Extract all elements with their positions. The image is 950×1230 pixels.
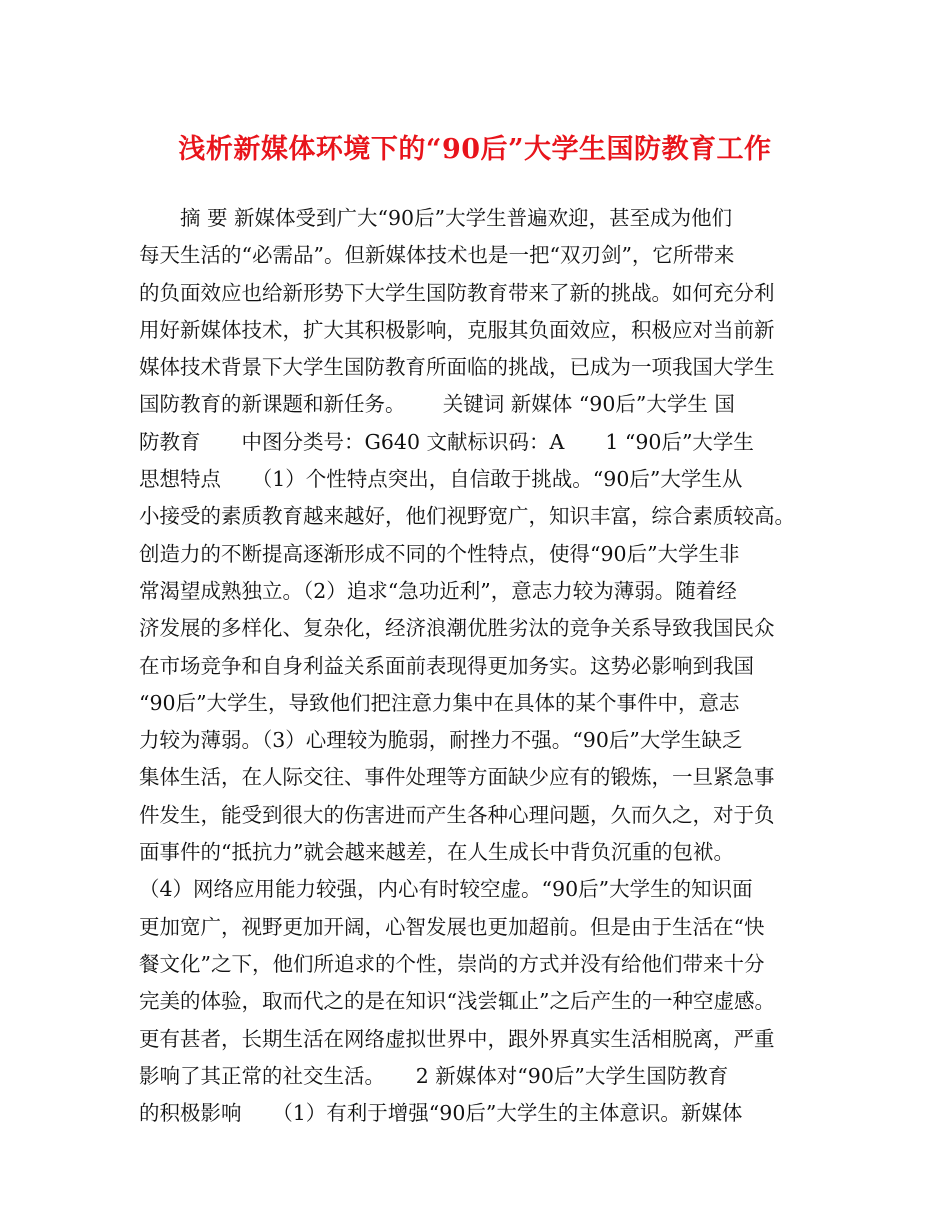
document-title: 浅析新媒体环境下的“90后”大学生国防教育工作 (178, 134, 772, 165)
body-line: 小接受的素质教育越来越好，他们视野宽广，知识丰富，综合素质较高。 (139, 504, 795, 529)
body-line: 摘 要 新媒体受到广大“90后”大学生普遍欢迎，甚至成为他们 (139, 206, 733, 230)
body-line: 思想特点 （1）个性特点突出，自信敢于挑战。“90后”大学生从 (139, 467, 743, 492)
body-line: 餐文化”之下，他们所追求的个性，崇尚的方式并没有给他们带来十分 (139, 951, 765, 976)
body-line: 媒体技术背景下大学生国防教育所面临的挑战，已成为一项我国大学生 (139, 355, 775, 380)
body-line: 影响了其正常的社交生活。 2 新媒体对“90后”大学生国防教育 (139, 1063, 729, 1088)
body-line: 常渴望成熟独立。（2）追求“急功近利”，意志力较为薄弱。随着经 (139, 578, 737, 603)
body-line: 防教育 中图分类号：G640 文献标识码：A 1 “90后”大学生 (139, 429, 754, 454)
body-line: （4）网络应用能力较强，内心有时较空虚。“90后”大学生的知识面 (139, 877, 753, 902)
body-line: 完美的体验，取而代之的是在知识“浅尝辄止”之后产生的一种空虚感。 (139, 989, 775, 1014)
body-line: 创造力的不断提高逐渐形成不同的个性特点，使得“90后”大学生非 (139, 541, 740, 566)
body-line: 力较为薄弱。（3）心理较为脆弱，耐挫力不强。“90后”大学生缺乏 (139, 728, 743, 753)
body-line: 件发生，能受到很大的伤害进而产生各种心理问题，久而久之，对于负 (139, 802, 775, 827)
document-body (139, 200, 824, 1132)
body-line: 国防教育的新课题和新任务。 关键词 新媒体 “90后”大学生 国 (139, 392, 735, 417)
body-line: 的积极影响 （1）有利于增强“90后”大学生的主体意识。新媒体 (139, 1101, 743, 1126)
body-line: 面事件的“抵抗力”就会越来越差，在人生成长中背负沉重的包袱。 (139, 840, 734, 865)
body-line: 更有甚者，长期生活在网络虚拟世界中，跟外界真实生活相脱离，严重 (139, 1026, 775, 1051)
body-line: “90后”大学生，导致他们把注意力集中在具体的某个事件中，意志 (139, 690, 740, 715)
body-line: 在市场竞争和自身利益关系面前表现得更加务实。这势必影响到我国 (139, 653, 754, 678)
body-line: 济发展的多样化、复杂化，经济浪潮优胜劣汰的竞争关系导致我国民众 (139, 616, 775, 641)
body-line: 用好新媒体技术，扩大其积极影响，克服其负面效应，积极应对当前新 (139, 317, 775, 342)
body-line: 的负面效应也给新形势下大学生国防教育带来了新的挑战。如何充分利 (139, 280, 775, 305)
body-line: 集体生活，在人际交往、事件处理等方面缺少应有的锻炼，一旦紧急事 (139, 765, 775, 790)
body-line: 更加宽广，视野更加开阔，心智发展也更加超前。但是由于生活在“快 (139, 914, 765, 939)
body-line: 每天生活的“必需品”。但新媒体技术也是一把“双刃剑”，它所带来 (139, 243, 735, 268)
